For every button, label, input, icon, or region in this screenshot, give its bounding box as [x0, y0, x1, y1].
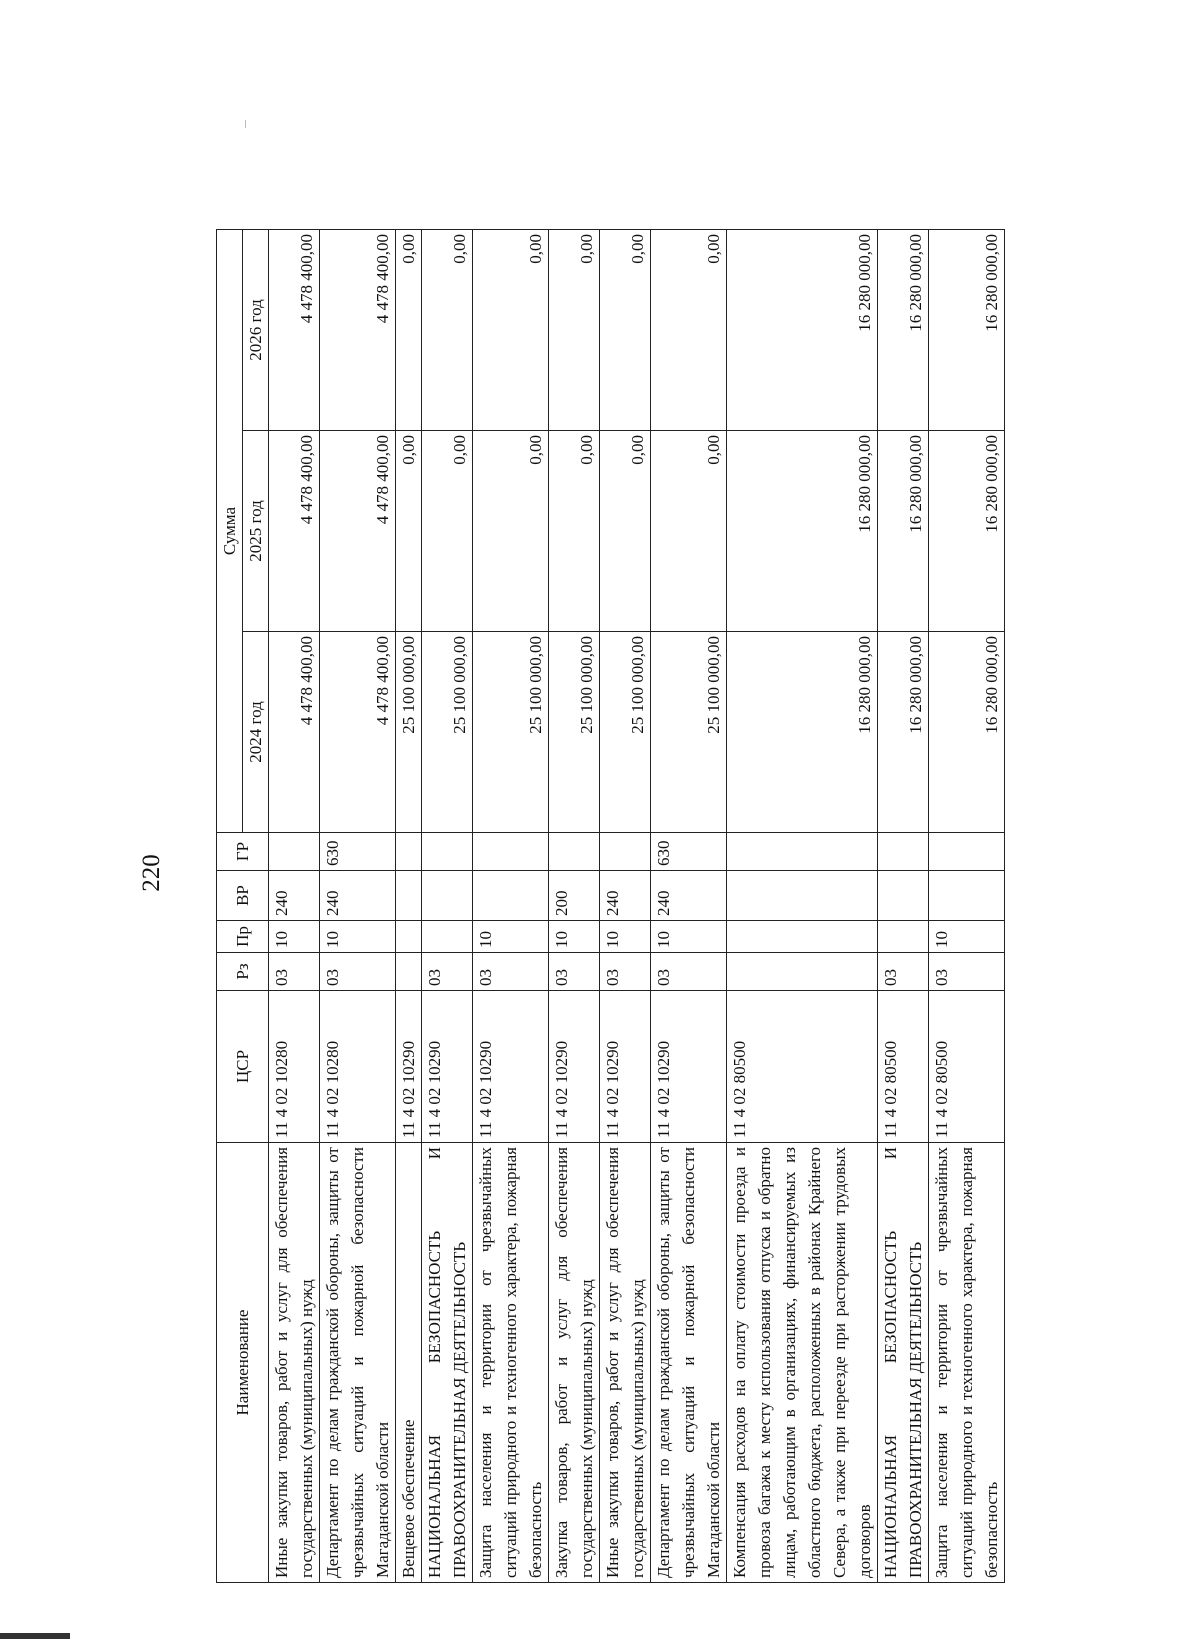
cell-gr: [929, 833, 1005, 871]
cell-sum-2026: 0,00: [549, 230, 600, 431]
cell-sum-2024: 16 280 000,00: [878, 632, 929, 833]
cell-sum-2026: 0,00: [396, 230, 422, 431]
cell-sum-2026: 0,00: [651, 230, 727, 431]
header-year-2025: 2025 год: [243, 431, 269, 632]
cell-sum-2026: 4 478 400,00: [320, 230, 396, 431]
cell-sum-2025: 4 478 400,00: [269, 431, 320, 632]
cell-name: Компенсация расходов на оплату стоимости проезда и провоза багажа к месту использования отпуска и обратно лицам, работающим в организациях, финансируемых из областного бюджета, расположенных в районах Крайнего Севера, а также при переезде при расторжении трудовых договоров: [727, 1143, 878, 1583]
cell-gr: [422, 833, 473, 871]
cell-sum-2026: 16 280 000,00: [727, 230, 878, 431]
cell-pr: 10: [549, 921, 600, 953]
cell-name: Департамент по делам гражданской обороны, защиты от чрезвычайных ситуаций и пожарной безопасности Магаданской области: [651, 1143, 727, 1583]
cell-csr: 11 4 02 10290: [651, 991, 727, 1143]
header-sum: Сумма: [217, 230, 243, 833]
page-number: 220: [138, 854, 165, 892]
cell-sum-2025: 16 280 000,00: [878, 431, 929, 632]
header-name: Наименование: [217, 1143, 269, 1583]
cell-sum-2025: 0,00: [549, 431, 600, 632]
cell-name: Иные закупки товаров, работ и услуг для обеспечения государственных (муниципальных) нужд: [600, 1143, 651, 1583]
cell-rz: 03: [878, 953, 929, 991]
cell-sum-2026: 16 280 000,00: [929, 230, 1005, 431]
cell-csr: 11 4 02 80500: [878, 991, 929, 1143]
table-row: [929, 230, 1005, 1583]
cell-gr: [600, 833, 651, 871]
cell-vr: [929, 871, 1005, 921]
header-year-2024: 2024 год: [243, 632, 269, 833]
table-row: [320, 230, 396, 1583]
cell-pr: [727, 921, 878, 953]
cell-sum-2026: 0,00: [422, 230, 473, 431]
cell-vr: 240: [269, 871, 320, 921]
cell-sum-2024: 16 280 000,00: [727, 632, 878, 833]
header-year-2026: 2026 год: [243, 230, 269, 431]
cell-gr: 630: [320, 833, 396, 871]
cell-pr: 10: [600, 921, 651, 953]
cell-pr: [878, 921, 929, 953]
cell-rz: 03: [929, 953, 1005, 991]
cell-pr: 10: [473, 921, 549, 953]
header-rz: Рз: [217, 953, 269, 991]
cell-rz: 03: [269, 953, 320, 991]
cell-name: НАЦИОНАЛЬНАЯ БЕЗОПАСНОСТЬ И ПРАВООХРАНИТЕЛЬНАЯ ДЕЯТЕЛЬНОСТЬ: [878, 1143, 929, 1583]
cell-rz: 03: [320, 953, 396, 991]
cell-gr: 630: [651, 833, 727, 871]
cell-sum-2025: 0,00: [473, 431, 549, 632]
scan-edge: [0, 1633, 70, 1639]
cell-sum-2024: 25 100 000,00: [549, 632, 600, 833]
cell-rz: 03: [600, 953, 651, 991]
cell-sum-2025: 0,00: [422, 431, 473, 632]
cell-name: Защита населения и территории от чрезвычайных ситуаций природного и техногенного характера, пожарная безопасность: [929, 1143, 1005, 1583]
cell-sum-2024: 25 100 000,00: [473, 632, 549, 833]
cell-sum-2024: 25 100 000,00: [422, 632, 473, 833]
cell-csr: 11 4 02 10280: [269, 991, 320, 1143]
table-row: [727, 230, 878, 1583]
table-row: [473, 230, 549, 1583]
header-csr: ЦСР: [217, 991, 269, 1143]
cell-vr: [878, 871, 929, 921]
cell-vr: 240: [320, 871, 396, 921]
cell-sum-2026: 0,00: [473, 230, 549, 431]
cell-vr: [473, 871, 549, 921]
scan-mark: [245, 120, 246, 128]
cell-csr: 11 4 02 10290: [600, 991, 651, 1143]
cell-csr: 11 4 02 10290: [549, 991, 600, 1143]
cell-rz: [396, 953, 422, 991]
cell-name: Иные закупки товаров, работ и услуг для обеспечения государственных (муниципальных) нужд: [269, 1143, 320, 1583]
cell-sum-2026: 4 478 400,00: [269, 230, 320, 431]
cell-sum-2025: 16 280 000,00: [929, 431, 1005, 632]
cell-sum-2025: 0,00: [396, 431, 422, 632]
cell-rz: 03: [422, 953, 473, 991]
cell-rz: 03: [473, 953, 549, 991]
cell-gr: [878, 833, 929, 871]
cell-rz: 03: [549, 953, 600, 991]
budget-table: [216, 229, 1005, 1583]
cell-sum-2025: 0,00: [651, 431, 727, 632]
cell-gr: [396, 833, 422, 871]
cell-gr: [473, 833, 549, 871]
cell-sum-2026: 16 280 000,00: [878, 230, 929, 431]
cell-sum-2024: 25 100 000,00: [396, 632, 422, 833]
cell-vr: 240: [600, 871, 651, 921]
header-gr: ГР: [217, 833, 269, 871]
cell-csr: 11 4 02 10290: [473, 991, 549, 1143]
table-row: [422, 230, 473, 1583]
header-vr: ВР: [217, 871, 269, 921]
cell-vr: [727, 871, 878, 921]
cell-sum-2024: 25 100 000,00: [651, 632, 727, 833]
table-header: [217, 230, 269, 1583]
cell-name: НАЦИОНАЛЬНАЯ БЕЗОПАСНОСТЬ И ПРАВООХРАНИТЕЛЬНАЯ ДЕЯТЕЛЬНОСТЬ: [422, 1143, 473, 1583]
cell-rz: 03: [651, 953, 727, 991]
budget-table-container: [216, 230, 1001, 1583]
cell-pr: 10: [269, 921, 320, 953]
cell-csr: 11 4 02 10290: [396, 991, 422, 1143]
cell-pr: 10: [320, 921, 396, 953]
cell-pr: 10: [651, 921, 727, 953]
cell-name: Защита населения и территории от чрезвычайных ситуаций природного и техногенного характера, пожарная безопасность: [473, 1143, 549, 1583]
cell-gr: [269, 833, 320, 871]
cell-vr: 200: [549, 871, 600, 921]
table-row: [651, 230, 727, 1583]
cell-pr: [396, 921, 422, 953]
table-row: [396, 230, 422, 1583]
header-row-1: [217, 230, 243, 1583]
cell-csr: 11 4 02 80500: [929, 991, 1005, 1143]
table-body: [269, 230, 1005, 1583]
cell-sum-2024: 4 478 400,00: [320, 632, 396, 833]
cell-pr: [422, 921, 473, 953]
cell-name: Департамент по делам гражданской обороны, защиты от чрезвычайных ситуаций и пожарной безопасности Магаданской области: [320, 1143, 396, 1583]
cell-pr: 10: [929, 921, 1005, 953]
cell-csr: 11 4 02 80500: [727, 991, 878, 1143]
cell-sum-2024: 25 100 000,00: [600, 632, 651, 833]
table-row: [549, 230, 600, 1583]
cell-sum-2025: 0,00: [600, 431, 651, 632]
table-row: [269, 230, 320, 1583]
cell-sum-2025: 16 280 000,00: [727, 431, 878, 632]
cell-sum-2026: 0,00: [600, 230, 651, 431]
header-pr: Пр: [217, 921, 269, 953]
cell-csr: 11 4 02 10290: [422, 991, 473, 1143]
cell-vr: [422, 871, 473, 921]
cell-vr: 240: [651, 871, 727, 921]
cell-vr: [396, 871, 422, 921]
cell-gr: [727, 833, 878, 871]
cell-csr: 11 4 02 10280: [320, 991, 396, 1143]
table-row: [878, 230, 929, 1583]
cell-sum-2024: 4 478 400,00: [269, 632, 320, 833]
cell-sum-2024: 16 280 000,00: [929, 632, 1005, 833]
cell-gr: [549, 833, 600, 871]
cell-name: Закупка товаров, работ и услуг для обеспечения государственных (муниципальных) нужд: [549, 1143, 600, 1583]
cell-name: Вещевое обеспечение: [396, 1143, 422, 1583]
cell-sum-2025: 4 478 400,00: [320, 431, 396, 632]
table-row: [600, 230, 651, 1583]
cell-rz: [727, 953, 878, 991]
